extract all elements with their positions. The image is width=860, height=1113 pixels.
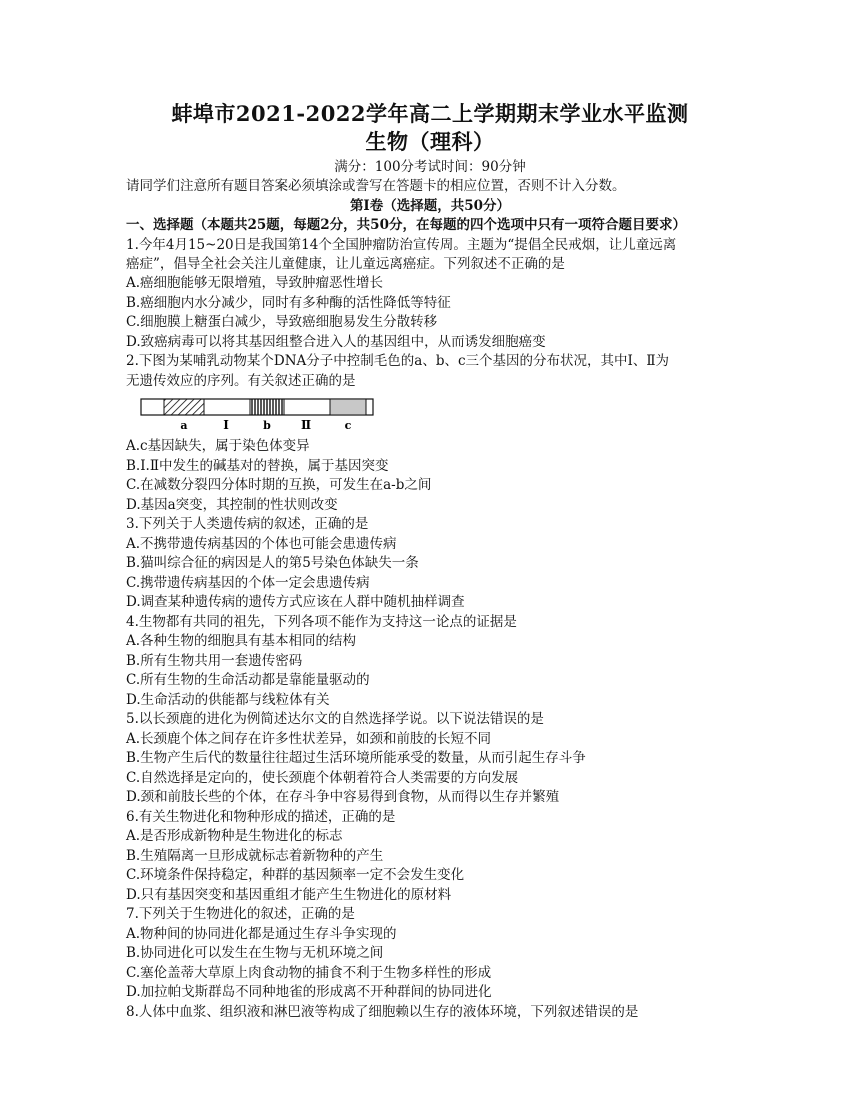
question-stem-line: 6.有关生物进化和物种形成的描述，正确的是 bbox=[126, 809, 396, 825]
option-line: C.环境条件保持稳定，种群的基因频率一定不会发生变化 bbox=[126, 867, 465, 883]
option-line: A.长颈鹿个体之间存在许多性状差异，如颈和前肢的长短不同 bbox=[126, 731, 492, 747]
option-line: B.生物产生后代的数量往往超过生活环境所能承受的数量，从而引起生存斗争 bbox=[126, 750, 586, 766]
option-line: A.癌细胞能够无限增殖，导致肿瘤恶性增长 bbox=[126, 275, 384, 291]
option-line: D.加拉帕戈斯群岛不同种地雀的形成离不开种群间的协同进化 bbox=[126, 984, 492, 1000]
notice: 请同学们注意所有题目答案必须填涂或誊写在答题卡的相应位置，否则不计入分数。 bbox=[126, 178, 626, 194]
option-line: B.癌细胞内水分减少，同时有多种酶的活性降低等特征 bbox=[126, 295, 451, 311]
option-line: D.基因a突变，其控制的性状则改变 bbox=[126, 497, 338, 513]
option-line: A.不携带遗传病基因的个体也可能会患遗传病 bbox=[126, 536, 397, 552]
option-line: B.协同进化可以发生在生物与无机环境之间 bbox=[126, 945, 384, 961]
option-line: A.c基因缺失，属于染色体变异 bbox=[126, 438, 310, 454]
gene-b-segment bbox=[250, 399, 284, 415]
exam-title: 蚌埠市2021-2022学年高二上学期期末学业水平监测 bbox=[171, 101, 689, 126]
label-b: b bbox=[263, 419, 271, 432]
label-a: a bbox=[180, 419, 188, 432]
gene-a-segment bbox=[164, 399, 204, 415]
option-line: C.所有生物的生命活动都是靠能量驱动的 bbox=[126, 672, 370, 688]
score-info: 满分：100分考试时间：90分钟 bbox=[334, 159, 526, 175]
question-stem-line: 5.以长颈鹿的进化为例简述达尔文的自然选择学说。以下说法错误的是 bbox=[126, 711, 544, 727]
dna-gene-diagram bbox=[140, 396, 375, 432]
option-line: D.只有基因突变和基因重组才能产生生物进化的原材料 bbox=[126, 887, 452, 903]
question-stem-line: 7.下列关于生物进化的叙述，正确的是 bbox=[126, 906, 355, 922]
option-line: B.Ⅰ.Ⅱ中发生的碱基对的替换，属于基因突变 bbox=[126, 458, 389, 474]
question-stem-line: 8.人体中血浆、组织液和淋巴液等构成了细胞赖以生存的液体环境，下列叙述错误的是 bbox=[126, 1004, 639, 1020]
option-line: B.所有生物共用一套遗传密码 bbox=[126, 653, 303, 669]
option-line: D.致癌病毒可以将其基因组整合进入人的基因组中，从而诱发细胞癌变 bbox=[126, 334, 546, 350]
label-c: c bbox=[344, 419, 352, 432]
option-line: B.猫叫综合征的病因是人的第5号染色体缺失一条 bbox=[126, 555, 419, 571]
section-title: 一、选择题（本题共25题，每题2分，共50分，在每题的四个选项中只有一项符合题目要求） bbox=[126, 217, 686, 233]
gene-c-segment bbox=[330, 399, 366, 415]
question-stem-line: 癌症”，倡导全社会关注儿童健康，让儿童远离癌症。下列叙述不正确的是 bbox=[126, 256, 565, 272]
question-stem-line: 2.下图为某哺乳动物某个DNA分子中控制毛色的a、b、c三个基因的分布状况，其中Ⅰ、Ⅱ为 bbox=[126, 353, 670, 369]
option-line: D.调查某种遗传病的遗传方式应该在人群中随机抽样调查 bbox=[126, 594, 465, 610]
option-line: A.各种生物的细胞具有基本相同的结构 bbox=[126, 633, 357, 649]
label-region-1: Ⅰ bbox=[223, 418, 229, 432]
question-stem-line: 1.今年4月15~20日是我国第14个全国肿瘤防治宣传周。主题为“提倡全民戒烟，让儿童远离 bbox=[126, 237, 677, 253]
option-line: C.在减数分裂四分体时期的互换，可发生在a-b之间 bbox=[126, 477, 432, 493]
part-title: 第Ⅰ卷（选择题，共50分） bbox=[349, 198, 511, 214]
option-line: C.塞伦盖蒂大草原上肉食动物的捕食不利于生物多样性的形成 bbox=[126, 965, 492, 981]
option-line: D.颈和前肢长些的个体，在存斗争中容易得到食物，从而得以生存并繁殖 bbox=[126, 789, 560, 805]
exam-subject: 生物（理科） bbox=[365, 129, 495, 154]
label-region-2: Ⅱ bbox=[300, 418, 312, 432]
question-stem-line: 4.生物都有共同的祖先，下列各项不能作为支持这一论点的证据是 bbox=[126, 614, 517, 630]
option-line: C.携带遗传病基因的个体一定会患遗传病 bbox=[126, 575, 370, 591]
question-stem-line: 3.下列关于人类遗传病的叙述，正确的是 bbox=[126, 516, 369, 532]
option-line: C.细胞膜上糖蛋白减少，导致癌细胞易发生分散转移 bbox=[126, 314, 438, 330]
option-line: D.生命活动的供能都与线粒体有关 bbox=[126, 692, 330, 708]
question-stem-line: 无遗传效应的序列。有关叙述正确的是 bbox=[126, 373, 356, 389]
option-line: B.生殖隔离一旦形成就标志着新物种的产生 bbox=[126, 848, 384, 864]
option-line: A.是否形成新物种是生物进化的标志 bbox=[126, 828, 343, 844]
option-line: C.自然选择是定向的，使长颈鹿个体朝着符合人类需要的方向发展 bbox=[126, 770, 519, 786]
option-line: A.物种间的协同进化都是通过生存斗争实现的 bbox=[126, 926, 397, 942]
